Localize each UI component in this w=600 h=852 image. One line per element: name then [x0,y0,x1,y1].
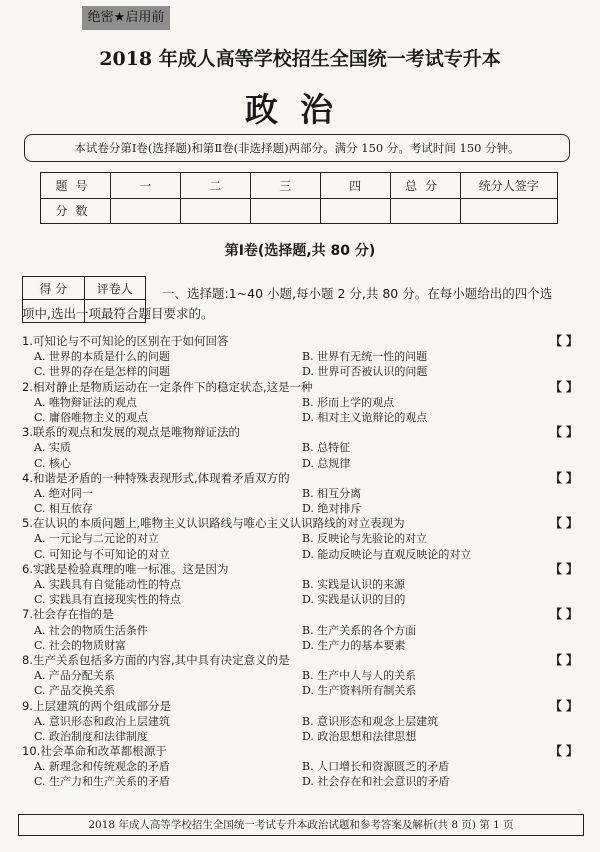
question-stem: 6.实践是检验真理的唯一标准。这是因为 [22,561,229,576]
question-stem: 2.相对静止是物质运动在一定条件下的稳定状态,这是一种 [22,379,313,394]
question-item [22,471,578,517]
score-value-cell[interactable] [460,198,557,224]
option-d: D. 社会存在和社会意识的矛盾 [302,775,450,789]
option-a: A. 唯物辩证法的观点 [34,395,137,409]
option-a: A. 世界的本质是什么的问题 [34,350,170,364]
option-d: D. 生产力的基本要素 [302,638,406,652]
confidential-badge: 绝密★启用前 [82,6,170,30]
exam-notice: 本试卷分第Ⅰ卷(选择题)和第Ⅱ卷(非选择题)两部分。满分 150 分。考试时间 150 分钟。 [24,134,570,162]
score-value-cell[interactable] [390,198,460,224]
question-item [22,334,578,380]
option-b: B. 人口增长和资源匮乏的矛盾 [302,760,450,774]
answer-bracket[interactable]: 【 】 [549,379,578,394]
answer-bracket[interactable]: 【 】 [549,698,578,713]
question-item [22,562,578,608]
subject-title: 政治 [245,90,355,129]
option-c: C. 核心 [34,456,72,470]
score-header-cell: 三 [250,173,320,199]
option-b: B. 意识形态和观念上层建筑 [302,714,439,728]
section-instruction-continued: 项中,选出一项最符合题目要求的。 [22,306,214,321]
score-header-cell: 四 [320,173,390,199]
score-table-value-row [41,198,558,224]
question-item [22,653,578,699]
option-a: A. 新理念和传统观念的矛盾 [34,760,170,774]
score-row-label: 分数 [41,198,111,224]
question-stem: 3.联系的观点和发展的观点是唯物辩证法的 [22,425,240,440]
score-header-cell: 题号 [41,173,111,199]
score-header-cell: 一 [111,173,181,199]
score-header-cell: 总分 [390,173,460,199]
option-c: C. 生产力和生产关系的矛盾 [34,775,171,789]
score-header-cell: 统分人签字 [460,173,557,199]
question-stem: 1.可知论与不可知论的区别在于如何回答 [22,334,229,348]
option-d: D. 总规律 [302,456,351,470]
option-b: B. 总特征 [302,441,351,455]
option-a: A. 社会的物质生活条件 [34,623,148,637]
option-b: B. 反映论与先验论的对立 [302,532,428,546]
answer-bracket[interactable]: 【 】 [549,470,578,485]
option-c: C. 相互依存 [34,502,94,516]
answer-bracket[interactable]: 【 】 [549,561,578,576]
question-item [22,699,578,745]
option-d: D. 政治思想和法律思想 [302,729,417,743]
option-a: A. 一元论与二元论的对立 [34,532,159,546]
question-item [22,744,578,790]
option-d: D. 实践是认识的目的 [302,593,406,607]
option-a: A. 意识形态和政治上层建筑 [34,714,170,728]
grader-score-label: 得 分 [23,277,85,300]
option-c: C. 产品交换关系 [34,684,116,698]
option-b: B. 生产关系的各个方面 [302,623,417,637]
option-a: A. 绝对同一 [34,486,93,500]
score-value-cell[interactable] [320,198,390,224]
question-stem: 8.生产关系包括多方面的内容,其中具有决定意义的是 [22,652,290,667]
score-header-cell: 二 [180,173,250,199]
option-c: C. 政治制度和法律制度 [34,729,149,743]
option-b: B. 世界有无统一性的问题 [302,350,428,364]
answer-bracket[interactable]: 【 】 [549,425,578,440]
page-footer: 2018 年成人高等学校招生全国统一考试专升本政治试题和参考答案及解析(共 8 页) 第 1 页 [18,814,584,836]
score-value-cell[interactable] [111,198,181,224]
score-value-cell[interactable] [180,198,250,224]
option-a: A. 产品分配关系 [34,669,115,683]
option-c: C. 庸俗唯物主义的观点 [34,410,149,424]
option-d: D. 生产资料所有制关系 [302,684,417,698]
question-stem: 7.社会存在指的是 [22,607,114,622]
answer-bracket[interactable]: 【 】 [549,744,578,759]
answer-bracket[interactable]: 【 】 [549,334,578,348]
question-item [22,425,578,471]
part-one-title: 第Ⅰ卷(选择题,共 80 分) [224,243,376,259]
question-item [22,380,578,426]
answer-bracket[interactable]: 【 】 [549,652,578,667]
option-c: C. 实践具有直接现实性的特点 [34,593,182,607]
option-b: B. 生产中人与人的关系 [302,669,417,683]
question-item [22,516,578,562]
option-b: B. 相互分离 [302,486,362,500]
option-b: B. 形而上学的观点 [302,395,395,409]
answer-bracket[interactable]: 【 】 [549,607,578,622]
question-list [22,334,578,790]
question-item [22,607,578,653]
score-table-header-row [41,173,558,199]
option-b: B. 实践是认识的来源 [302,578,406,591]
option-d: D. 世界可否被认识的问题 [302,365,428,379]
option-c: C. 可知论与不可知论的对立 [34,547,171,561]
option-c: C. 世界的存在是怎样的问题 [34,365,171,379]
question-stem: 4.和谐是矛盾的一种特殊表现形式,体现着矛盾双方的 [22,470,290,485]
option-d: D. 相对主义诡辩论的观点 [302,410,428,424]
question-stem: 5.在认识的本质问题上,唯物主义认识路线与唯心主义认识路线的对立表现为 [22,516,405,531]
grader-reviewer-label: 评卷人 [84,277,146,300]
question-stem: 9.上层建筑的两个组成部分是 [22,698,171,713]
answer-bracket[interactable]: 【 】 [549,516,578,531]
score-table [40,172,558,224]
score-value-cell[interactable] [250,198,320,224]
option-d: D. 能动反映论与直观反映论的对立 [302,547,472,561]
section-instruction: 一、选择题:1~40 小题,每小题 2 分,共 80 分。在每小题给出的四个选 [162,286,553,301]
question-stem: 10.社会革命和改革都根源于 [22,744,167,759]
option-a: A. 实质 [34,441,71,455]
option-a: A. 实践具有自觉能动性的特点 [34,578,181,591]
option-d: D. 绝对排斥 [302,502,362,516]
option-c: C. 社会的物质财富 [34,638,127,652]
exam-title: 2018 年成人高等学校招生全国统一考试专升本 [99,48,501,70]
